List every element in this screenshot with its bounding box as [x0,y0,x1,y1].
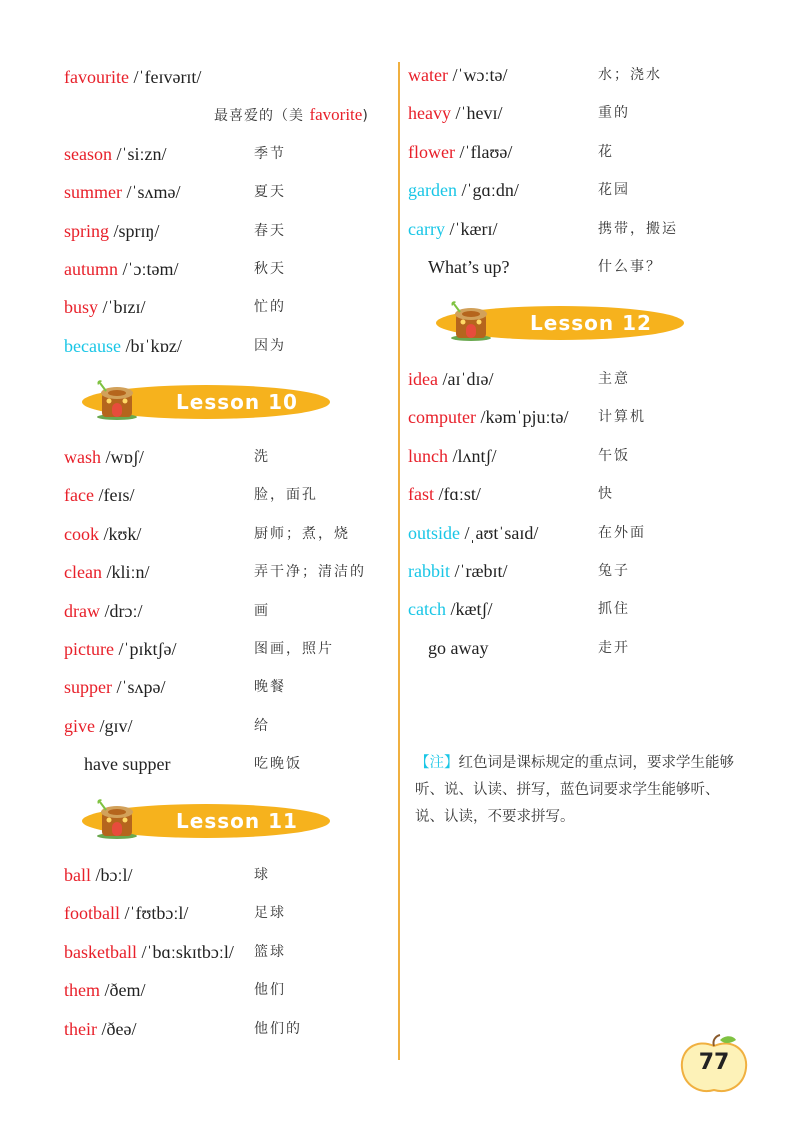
vocab-meaning: 计算机 [598,409,646,426]
vocab-ipa: /ˈgɑːdn/ [461,180,519,201]
vocab-ipa: /ðem/ [104,980,146,1001]
vocab-meaning: 忙的 [254,299,286,316]
vocab-meaning: 夏天 [254,184,286,201]
vocab-row [408,214,497,244]
vocab-ipa: /wɒʃ/ [105,447,144,467]
vocab-ipa: /kəmˈpjuːtə/ [480,407,569,428]
vocab-word: spring [64,220,109,241]
vocab-meaning: 他们 [254,982,286,999]
vocab-word: fast [408,484,434,505]
vocab-row [64,898,188,928]
phrase-meaning: 吃晚饭 [254,756,302,773]
vocab-row [64,711,133,741]
vocab-ipa: /ˈræbɪt/ [454,561,508,581]
vocab-meaning: 水；浇水 [598,67,662,83]
vocab-word: their [64,1018,97,1039]
vocab-row [408,175,519,205]
vocab-ipa: /ˈflaʊə/ [459,141,513,162]
vocab-row [408,594,492,624]
vocab-ipa: /bɪˈkɒz/ [125,335,182,356]
vocab-row [64,672,166,702]
vocab-ipa: /ˈbɪzɪ/ [102,297,146,318]
vocab-row [408,556,508,586]
vocab-meaning: 季节 [254,145,286,162]
vocab-word: football [64,903,120,924]
vocab-row [408,137,512,167]
vocab-ipa: /ðeə/ [101,1018,137,1039]
vocab-word: give [64,715,95,736]
vocab-ipa: /lʌntʃ/ [452,445,497,466]
vocab-ipa: /drɔː/ [104,600,143,621]
vocab-ipa: /gɪv/ [99,715,133,736]
vocab-ipa: /ˈfʊtbɔːl/ [124,903,189,924]
vocab-meaning: 重的 [598,105,630,122]
vocab-row [408,518,538,548]
vocab-row [64,254,178,284]
note-block [415,750,745,831]
tree-stump-icon [92,794,142,840]
vocab-ipa: /sprɪŋ/ [113,220,160,241]
page-number-badge [676,1034,752,1096]
note-label: 【注】 [415,755,459,771]
vocab-word: summer [64,182,122,203]
vocab-row [64,937,234,967]
note-text: 红色词是课标规定的重点词，要求学生能够听、说、认读、拼写，蓝色词要求学生能够听、说、认读，不要求拼写。 [415,755,734,825]
tree-stump-icon [446,296,496,342]
vocab-word: because [64,335,121,356]
vocab-meaning: 画 [254,602,270,619]
vocab-word: idea [408,369,438,389]
vocab-ipa: /bɔːl/ [95,865,133,885]
vocab-meaning: 篮球 [254,943,286,960]
vocab-word: busy [64,297,99,318]
vocab-ipa: /ˈpɪktʃə/ [118,639,177,659]
vocab-word: computer [408,407,476,428]
vocab-row [64,177,181,207]
tree-stump-icon [92,375,142,421]
vocab-meaning: 花园 [598,182,630,199]
vocab-meaning: 球 [254,867,270,883]
vocab-row [408,98,502,128]
vocab-row [64,557,149,587]
vocab-meaning: 给 [254,717,270,734]
vocab-word: lunch [408,445,448,466]
phrase-meaning: 什么事？ [598,259,662,275]
vocab-row [64,975,146,1005]
vocab-meaning: 因为 [254,337,286,354]
vocab-ipa: /ˈɔːtəm/ [122,259,179,279]
phrase-meaning: 走开 [598,639,630,656]
note-suffix: ) [362,108,369,125]
vocab-meaning: 脸，面孔 [254,487,318,504]
vocab-row [64,62,201,92]
vocab-word: flower [408,141,455,162]
vocab-ipa: /kliːn/ [106,562,150,583]
vocab-row [64,1014,136,1044]
vocab-ipa: /ˈsʌpə/ [116,677,166,698]
vocab-row [408,402,568,432]
vocab-meaning: 厨师；煮，烧 [254,525,350,542]
vocab-word: wash [64,447,101,467]
vocab-word: favourite [64,67,129,87]
vocab-meaning: 足球 [254,905,286,922]
vocab-row [408,60,507,90]
vocab-word: supper [64,677,112,698]
vocab-word: heavy [408,103,451,124]
vocab-ipa: /fɑːst/ [438,484,481,505]
phrase-text: have supper [84,754,171,775]
vocab-row [408,441,497,471]
vocab-row [64,519,141,549]
lesson-title: Lesson 11 [176,809,298,833]
vocab-word: rabbit [408,561,450,581]
vocab-word: season [64,143,112,164]
lesson-banner [82,800,332,840]
vocab-word: them [64,980,100,1001]
vocab-word: clean [64,562,102,583]
vocab-ipa: /ˈwɔːtə/ [452,65,508,85]
vocab-meaning: 弄干净；清洁的 [254,564,366,581]
vocab-meaning: 秋天 [254,261,286,277]
lesson-banner [82,381,332,421]
vocab-ipa: /ˈbɑːskɪtbɔːl/ [141,941,234,962]
vocab-ipa: /ˈhevɪ/ [455,103,503,124]
vocab-row [64,139,167,169]
lesson-title: Lesson 10 [176,390,298,414]
vocab-ipa: /kætʃ/ [450,599,493,620]
vocab-word: carry [408,218,445,239]
vocab-row [64,634,176,664]
vocab-word: basketball [64,941,137,962]
vocab-meaning: 快 [598,486,614,503]
vocab-meaning: 春天 [254,222,286,239]
vocab-word: picture [64,639,114,659]
column-divider [398,62,400,1060]
vocab-row [64,596,142,626]
vocab-meaning: 兔子 [598,563,630,579]
vocab-meaning: 花 [598,143,614,160]
vocab-meaning: 晚餐 [254,679,286,696]
vocab-ipa: /ˈsʌmə/ [126,182,181,203]
favourite-us-note [214,100,369,130]
vocab-row [64,292,146,322]
vocab-meaning: 洗 [254,449,270,465]
vocab-meaning: 主意 [598,371,630,387]
vocab-ipa: /ˈkærɪ/ [449,218,498,239]
vocab-word: draw [64,600,100,621]
vocab-word: outside [408,522,460,543]
vocab-meaning: 图画，照片 [254,641,334,657]
vocab-word: catch [408,599,446,620]
vocab-ipa: /ˈsiːzn/ [116,143,167,164]
vocab-word: ball [64,865,91,885]
vocab-ipa: /kʊk/ [103,523,142,544]
page-number: 77 [698,1050,730,1075]
lesson-title: Lesson 12 [530,311,652,335]
vocab-meaning: 抓住 [598,601,630,618]
vocab-word: water [408,65,448,85]
vocab-ipa: /ˌaʊtˈsaɪd/ [464,522,539,543]
phrase-text: What’s up? [428,257,510,277]
note-us-word: favorite [309,105,363,125]
vocab-row [408,364,493,394]
vocab-word: autumn [64,259,118,279]
vocab-row [408,479,481,509]
phrase-text: go away [428,637,489,658]
vocab-meaning: 他们的 [254,1020,302,1037]
vocab-word: garden [408,180,457,201]
vocab-row [64,860,133,890]
vocab-ipa: /feɪs/ [98,485,135,506]
vocab-ipa: /aɪˈdɪə/ [442,369,494,389]
vocab-row [64,442,144,472]
lesson-banner [436,302,686,342]
vocab-row [64,216,159,246]
vocab-word: face [64,485,94,506]
vocab-row [64,331,182,361]
vocab-ipa: /ˈfeɪvərɪt/ [133,67,202,87]
note-prefix: 最喜爱的（美 [214,108,310,125]
vocab-meaning: 携带，搬运 [598,220,678,237]
vocab-meaning: 午饭 [598,447,630,464]
vocab-meaning: 在外面 [598,524,646,541]
vocab-row [64,480,134,510]
vocab-word: cook [64,523,99,544]
